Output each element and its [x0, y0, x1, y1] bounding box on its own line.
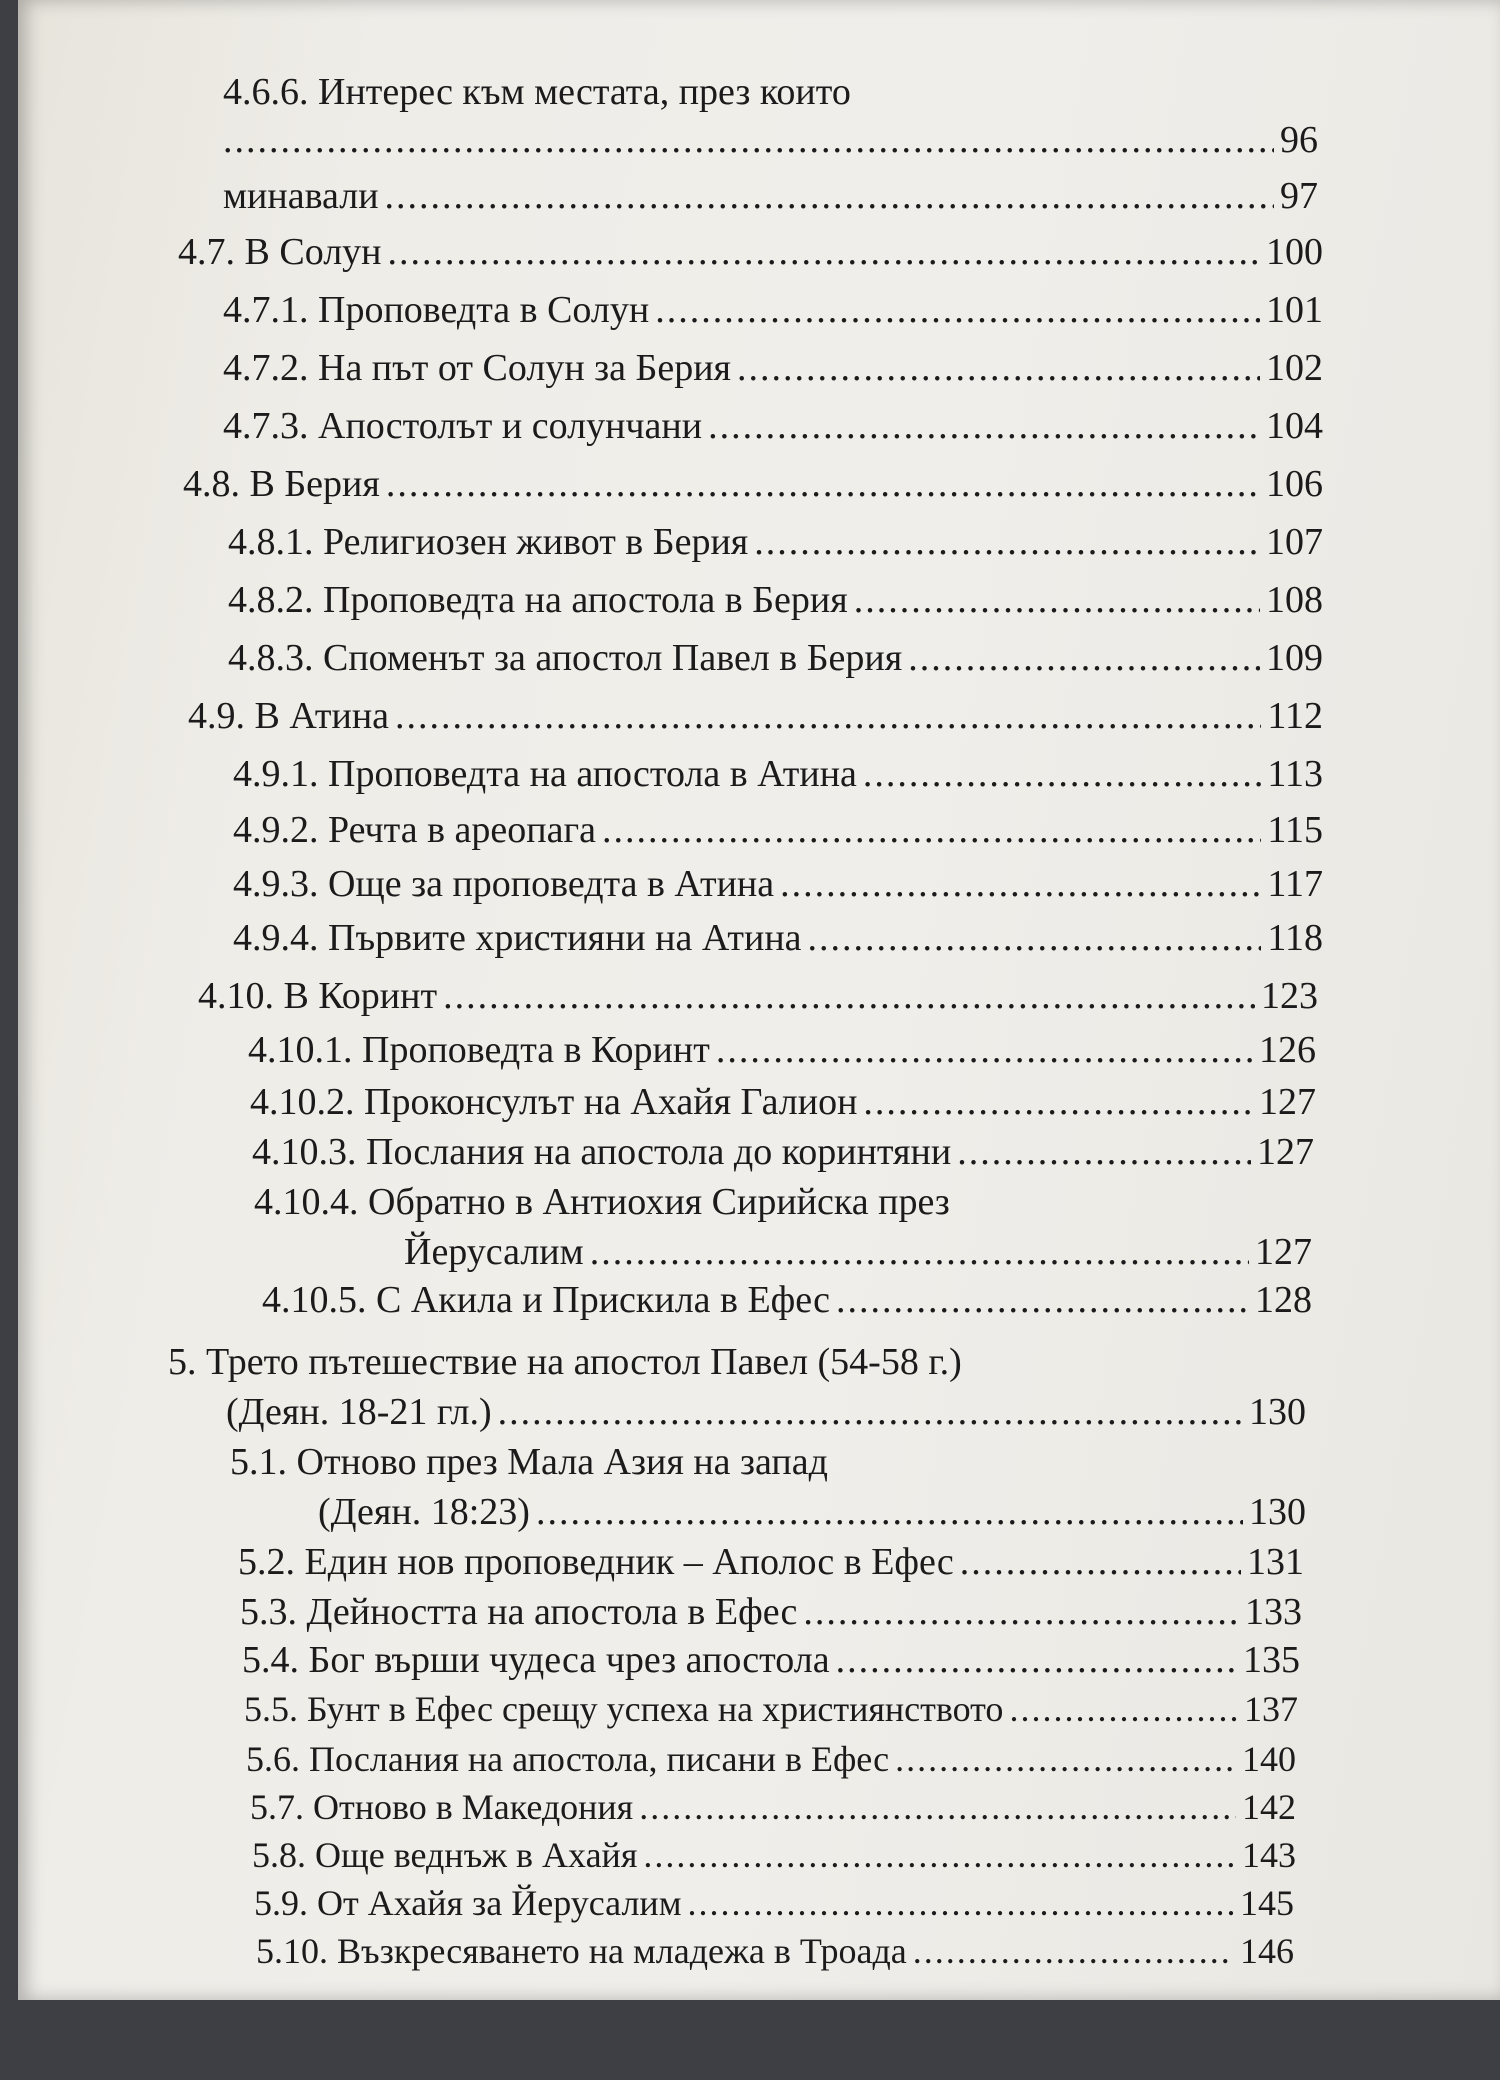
- toc-entry: [233, 862, 1323, 906]
- toc-entry-label: 4.9.2. Речта в ареопага: [233, 809, 596, 851]
- toc-leader: [737, 346, 1260, 390]
- toc-entry: [223, 346, 1323, 390]
- toc-page-number: 97: [1280, 175, 1318, 217]
- toc-entry: [223, 288, 1323, 332]
- toc-entry: [242, 1638, 1300, 1682]
- toc-page-number: 145: [1240, 1883, 1294, 1923]
- toc-entry-label: 4.9. В Атина: [188, 695, 390, 737]
- toc-leader: [716, 1028, 1253, 1072]
- toc-page-number: 117: [1267, 863, 1323, 905]
- toc-entry-label: 4.10.2. Проконсулът на Ахайя Галион: [250, 1081, 858, 1123]
- toc-entry: [228, 520, 1323, 564]
- toc-entry: [318, 1490, 1306, 1534]
- toc-entry-label: 4.8.3. Споменът за апостол Павел в Берия: [228, 637, 903, 679]
- toc-page-number: 127: [1259, 1081, 1316, 1123]
- toc-entry-label: 5.9. От Ахайя за Йерусалим: [254, 1883, 682, 1923]
- toc-page-number: 146: [1240, 1931, 1294, 1971]
- toc-leader: [386, 462, 1260, 506]
- toc-page-number: 135: [1243, 1639, 1300, 1681]
- toc-leader: [863, 752, 1261, 796]
- toc-leader: [498, 1390, 1243, 1434]
- toc-leader: [385, 174, 1274, 218]
- toc-entry: [188, 694, 1323, 738]
- toc-leader: [957, 1130, 1251, 1174]
- toc-entry-label: 4.9.1. Проповедта на апостола в Атина: [233, 753, 857, 795]
- toc-page-number: 96: [1280, 119, 1318, 161]
- toc-entry: [252, 1834, 1296, 1876]
- toc-page-number: 137: [1244, 1689, 1298, 1729]
- toc-entry-label: 4.10.1. Проповедта в Коринт: [248, 1029, 710, 1071]
- toc-leader: [639, 1786, 1236, 1828]
- toc-entry-label: минавали: [223, 175, 379, 217]
- toc-entry: [262, 1278, 1312, 1322]
- toc-entry-label: Йерусалим: [404, 1231, 584, 1273]
- toc-entry: [248, 1028, 1316, 1072]
- toc-leader: [908, 636, 1260, 680]
- toc-entry-label: 4.10.3. Послания на апостола до коринтяни: [252, 1131, 952, 1173]
- toc-leader: [1009, 1688, 1238, 1730]
- toc-entry-heading: 4.6.6. Интерес към местата, през които: [223, 71, 851, 113]
- toc-page-number: 108: [1266, 579, 1323, 621]
- toc-page-number: 142: [1242, 1787, 1296, 1827]
- toc-page-number: 131: [1247, 1541, 1304, 1583]
- toc-entry-label: 5.5. Бунт в Ефес срещу успеха на християнството: [244, 1689, 1004, 1729]
- toc-entry: [252, 1130, 1314, 1174]
- toc-entry-label: 4.9.3. Още за проповедта в Атина: [233, 863, 775, 905]
- toc-leader: [655, 288, 1260, 332]
- toc-leader: [643, 1834, 1236, 1876]
- toc-page-number: 115: [1267, 809, 1323, 851]
- toc-entry-label: 4.8. В Берия: [183, 463, 380, 505]
- toc-entry: [256, 1930, 1294, 1972]
- toc-entry-label: 4.8.1. Религиозен живот в Берия: [228, 521, 749, 563]
- toc-entry: [254, 1882, 1294, 1924]
- toc-leader: [854, 578, 1260, 622]
- book-page: [18, 0, 1500, 2000]
- toc-page-number: 109: [1266, 637, 1323, 679]
- toc-entry: [228, 578, 1323, 622]
- toc-entry: [240, 1590, 1302, 1634]
- toc-page-number: 130: [1249, 1491, 1306, 1533]
- toc-page-number: 101: [1266, 289, 1323, 331]
- toc-entry: [233, 752, 1323, 796]
- toc-page-number: 123: [1261, 975, 1318, 1017]
- toc-chapter-heading: 5. Трето пътешествие на апостол Павел (54-58 г.): [168, 1341, 962, 1383]
- toc-page-number: 104: [1266, 405, 1323, 447]
- toc-entry: [226, 1390, 1306, 1434]
- toc-page-number: 133: [1245, 1591, 1302, 1633]
- toc-entry: [250, 1786, 1296, 1828]
- toc-page-number: 126: [1259, 1029, 1316, 1071]
- toc-entry-heading: 4.10.4. Обратно в Антиохия Сирийска през: [254, 1181, 950, 1223]
- toc-entry-label: 5.7. Отново в Македония: [250, 1787, 634, 1827]
- toc-entry: [228, 636, 1323, 680]
- toc-leader: [808, 916, 1262, 960]
- toc-entry-label: 5.3. Дейността на апостола в Ефес: [240, 1591, 798, 1633]
- toc-entry-label: 4.10. В Коринт: [198, 975, 438, 1017]
- toc-page-number: 100: [1266, 231, 1323, 273]
- toc-page-number: 143: [1242, 1835, 1296, 1875]
- toc-entry: [238, 1540, 1304, 1584]
- toc-entry-label: 5.4. Бог върши чудеса чрез апостола: [242, 1639, 830, 1681]
- toc-leader: [836, 1278, 1249, 1322]
- toc-entry: [183, 462, 1323, 506]
- toc-leader: [395, 694, 1261, 738]
- toc-entry-label: 4.7.1. Проповедта в Солун: [223, 289, 650, 331]
- toc-entry: [250, 1080, 1316, 1124]
- toc-entry: [223, 174, 1318, 218]
- toc-leader: [602, 808, 1261, 852]
- toc-entry-label: 5.6. Послания на апостола, писани в Ефес: [246, 1739, 890, 1779]
- toc-entry-label: 4.7.3. Апостолът и солунчани: [223, 405, 703, 447]
- toc-page-number: 106: [1266, 463, 1323, 505]
- toc-entry-label: 5.8. Още веднъж в Ахайя: [252, 1835, 638, 1875]
- toc-entry-label: (Деян. 18:23): [318, 1491, 530, 1533]
- toc-page-number: 127: [1255, 1231, 1312, 1273]
- toc-page-number: 118: [1267, 917, 1323, 959]
- toc-page-number: 140: [1242, 1739, 1296, 1779]
- toc-entry: [223, 404, 1323, 448]
- toc-leader: [388, 230, 1261, 274]
- toc-page-number: 112: [1267, 695, 1323, 737]
- toc-entry: [178, 230, 1323, 274]
- toc-leader: [687, 1882, 1234, 1924]
- toc-entry-label: (Деян. 18-21 гл.): [226, 1391, 492, 1433]
- toc-leader: [895, 1738, 1236, 1780]
- toc-entry: [233, 808, 1323, 852]
- toc-leader: [223, 118, 1274, 162]
- toc-entry: [404, 1230, 1312, 1274]
- toc-entry: [246, 1738, 1296, 1780]
- toc-leader: [836, 1638, 1237, 1682]
- toc-entry: [198, 974, 1318, 1018]
- toc-entry-label: 4.7. В Солун: [178, 231, 382, 273]
- toc-leader: [443, 974, 1255, 1018]
- toc-entry-heading: 5.1. Отново през Мала Азия на запад: [230, 1441, 828, 1483]
- toc-entry-label: 4.8.2. Проповедта на апостола в Берия: [228, 579, 848, 621]
- toc-entry: [244, 1688, 1298, 1730]
- toc-leader: [536, 1490, 1243, 1534]
- toc-leader: [913, 1930, 1234, 1972]
- toc-page-number: 107: [1266, 521, 1323, 563]
- toc-leader: [863, 1080, 1253, 1124]
- toc-leader: [803, 1590, 1239, 1634]
- toc-entry-label: 4.7.2. На път от Солун за Берия: [223, 347, 732, 389]
- toc-page-number: 102: [1266, 347, 1323, 389]
- toc-leader: [590, 1230, 1249, 1274]
- toc-leader: [960, 1540, 1241, 1584]
- toc-entry: [223, 118, 1318, 162]
- toc-leader: [780, 862, 1261, 906]
- toc-leader: [708, 404, 1260, 448]
- toc-entry-label: 4.9.4. Първите християни на Атина: [233, 917, 802, 959]
- toc-page-number: 127: [1257, 1131, 1314, 1173]
- toc-page-number: 130: [1249, 1391, 1306, 1433]
- toc-leader: [754, 520, 1260, 564]
- toc-entry-label: 5.2. Един нов проповедник – Аполос в Ефес: [238, 1541, 954, 1583]
- toc-page-number: 128: [1255, 1279, 1312, 1321]
- toc-entry: [233, 916, 1323, 960]
- toc-entry-label: 4.10.5. С Акила и Прискила в Ефес: [262, 1279, 830, 1321]
- toc-page-number: 113: [1267, 753, 1323, 795]
- toc-entry-label: 5.10. Възкресяването на младежа в Троада: [256, 1931, 907, 1971]
